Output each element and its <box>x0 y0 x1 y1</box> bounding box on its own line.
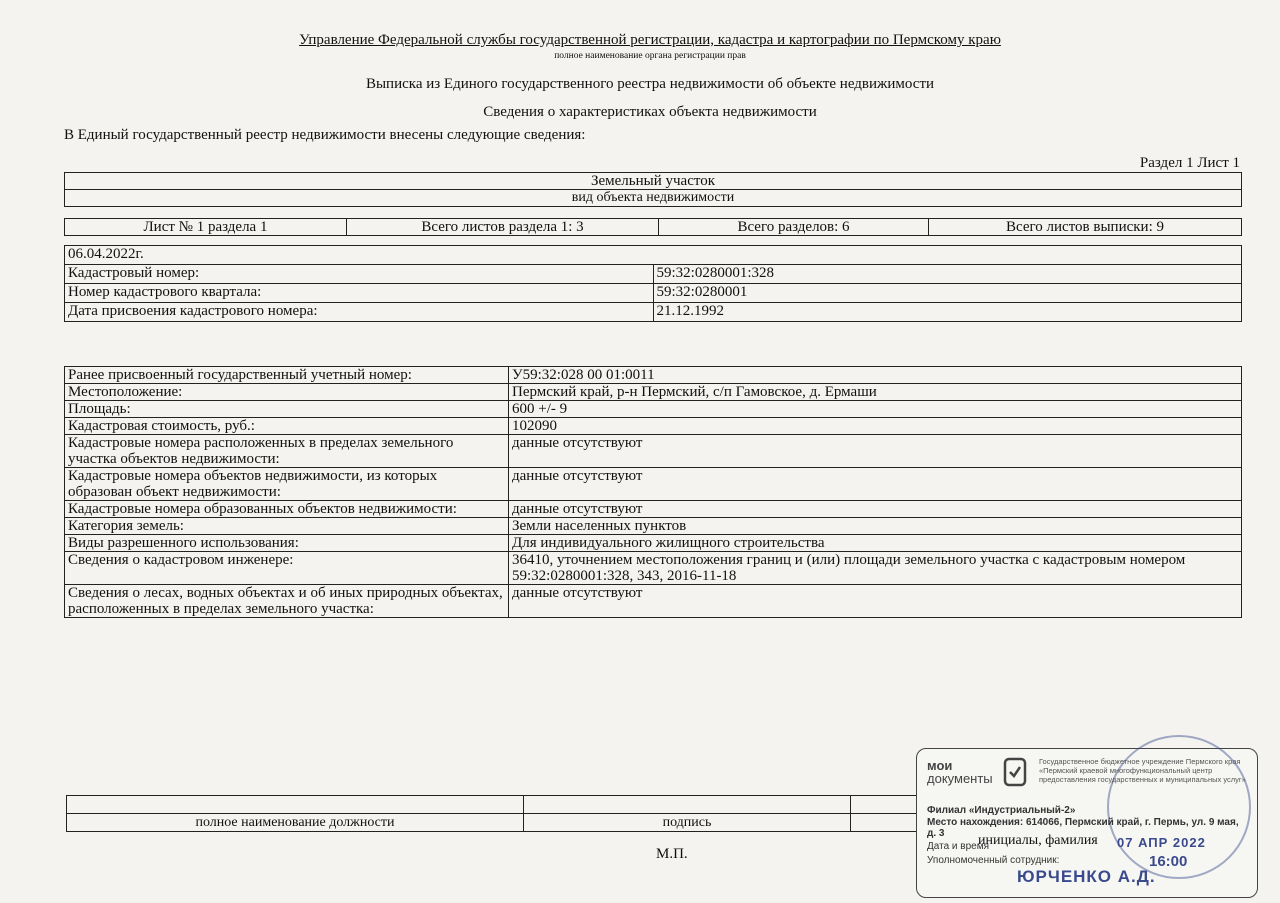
signature-caption: подпись <box>524 814 851 832</box>
employee-label: Уполномоченный сотрудник: <box>927 855 1060 866</box>
intro-text: В Единый государственный реестр недвижимости внесены следующие сведения: <box>64 127 586 143</box>
row-label: Сведения о лесах, водных объектах и об иных природных объектах, расположенных в пределах земельного участка: <box>65 585 509 618</box>
table-row <box>65 418 1242 435</box>
mfc-logo <box>927 759 993 785</box>
mfc-stamp <box>916 748 1258 898</box>
table-row <box>65 501 1242 518</box>
main-info-table <box>64 245 1242 322</box>
stamp-date: 07 АПР 2022 <box>1117 835 1206 850</box>
table-row <box>65 384 1242 401</box>
initials-caption: инициалы, фамилия <box>978 833 1098 848</box>
total-sheets-section: Всего листов раздела 1: 3 <box>347 219 659 236</box>
cadastral-number: 59:32:0280001:328 <box>653 265 1242 284</box>
table-row <box>65 367 1242 384</box>
row-label: Ранее присвоенный государственный учетный номер: <box>65 367 509 384</box>
row-label: Кадастровые номера объектов недвижимости, из которых образован объект недвижимости: <box>65 468 509 501</box>
total-sheets: Всего листов выписки: 9 <box>929 219 1242 236</box>
date-time-label: Дата и время <box>927 841 990 852</box>
stamp-time: 16:00 <box>1149 853 1188 870</box>
branch-address: Место нахождения: 614066, Пермский край, г. Пермь, ул. 9 мая, д. 3 <box>927 817 1239 839</box>
section-reference: Раздел 1 Лист 1 <box>1139 155 1240 171</box>
row-label: Кадастровые номера расположенных в пределах земельного участка объектов недвижимости: <box>65 435 509 468</box>
row-value: Пермский край, р-н Пермский, с/п Гамовское, д. Ермаши <box>509 384 1242 401</box>
table-row <box>65 518 1242 535</box>
organization-caption: полное наименование органа регистрации прав <box>554 51 746 61</box>
table-row <box>65 552 1242 585</box>
row-label: Местоположение: <box>65 384 509 401</box>
logo-line-1: мои <box>927 758 953 773</box>
row-value: Для индивидуального жилищного строительства <box>509 535 1242 552</box>
sheet-info-table <box>64 218 1242 236</box>
table-row <box>65 535 1242 552</box>
mfc-organization: Государственное бюджетное учреждение Пермского края «Пермский краевой многофункциональный центр предоставления государственных и муниципальных услуг» <box>1039 757 1246 784</box>
position-field <box>67 796 524 814</box>
extract-date: 06.04.2022г. <box>65 246 1242 265</box>
organization-name: Управление Федеральной службы государственной регистрации, кадастра и картографии по Пермскому краю <box>299 32 1001 48</box>
employee-name: ЮРЧЕНКО А.Д. <box>1017 867 1156 886</box>
cadastral-quarter: 59:32:0280001 <box>653 284 1242 303</box>
row-label: Кадастровая стоимость, руб.: <box>65 418 509 435</box>
row-value: У59:32:028 00 01:0011 <box>509 367 1242 384</box>
row-value: данные отсутствуют <box>509 435 1242 468</box>
row-label: Дата присвоения кадастрового номера: <box>65 303 654 322</box>
object-kind-value: Земельный участок <box>65 173 1242 190</box>
row-value: Земли населенных пунктов <box>509 518 1242 535</box>
row-value: данные отсутствуют <box>509 468 1242 501</box>
document-subtitle: Сведения о характеристиках объекта недвижимости <box>483 104 817 120</box>
object-kind-caption: вид объекта недвижимости <box>65 190 1242 207</box>
document-title: Выписка из Единого государственного реестра недвижимости об объекте недвижимости <box>365 76 935 92</box>
table-row <box>65 435 1242 468</box>
table-row <box>65 401 1242 418</box>
position-caption: полное наименование должности <box>67 814 524 832</box>
row-value: данные отсутствуют <box>509 501 1242 518</box>
row-value: 36410, уточнением местоположения границ и (или) площади земельного участка с кадастровым номером 59:32:0280001:328, 343, 2016-11-18 <box>509 552 1242 585</box>
total-sections: Всего разделов: 6 <box>659 219 929 236</box>
row-label: Сведения о кадастровом инженере: <box>65 552 509 585</box>
mfc-logo-icon <box>1003 757 1027 787</box>
logo-line-2: документы <box>927 771 993 786</box>
table-row <box>65 468 1242 501</box>
row-label: Кадастровые номера образованных объектов недвижимости: <box>65 501 509 518</box>
row-value: 600 +/- 9 <box>509 401 1242 418</box>
table-row <box>65 284 1242 303</box>
branch-name: Филиал «Индустриальный-2» <box>927 805 1076 816</box>
row-label: Кадастровый номер: <box>65 265 654 284</box>
row-label: Категория земель: <box>65 518 509 535</box>
row-label: Номер кадастрового квартала: <box>65 284 654 303</box>
row-label: Виды разрешенного использования: <box>65 535 509 552</box>
row-value: данные отсутствуют <box>509 585 1242 618</box>
sheet-number: Лист № 1 раздела 1 <box>65 219 347 236</box>
signature-field <box>524 796 851 814</box>
seal-place-label: М.П. <box>656 846 688 862</box>
object-kind-table <box>64 172 1242 207</box>
details-table <box>64 366 1242 618</box>
row-value: 102090 <box>509 418 1242 435</box>
assignment-date: 21.12.1992 <box>653 303 1242 322</box>
row-label: Площадь: <box>65 401 509 418</box>
table-row <box>65 585 1242 618</box>
table-row <box>65 265 1242 284</box>
table-row <box>65 303 1242 322</box>
